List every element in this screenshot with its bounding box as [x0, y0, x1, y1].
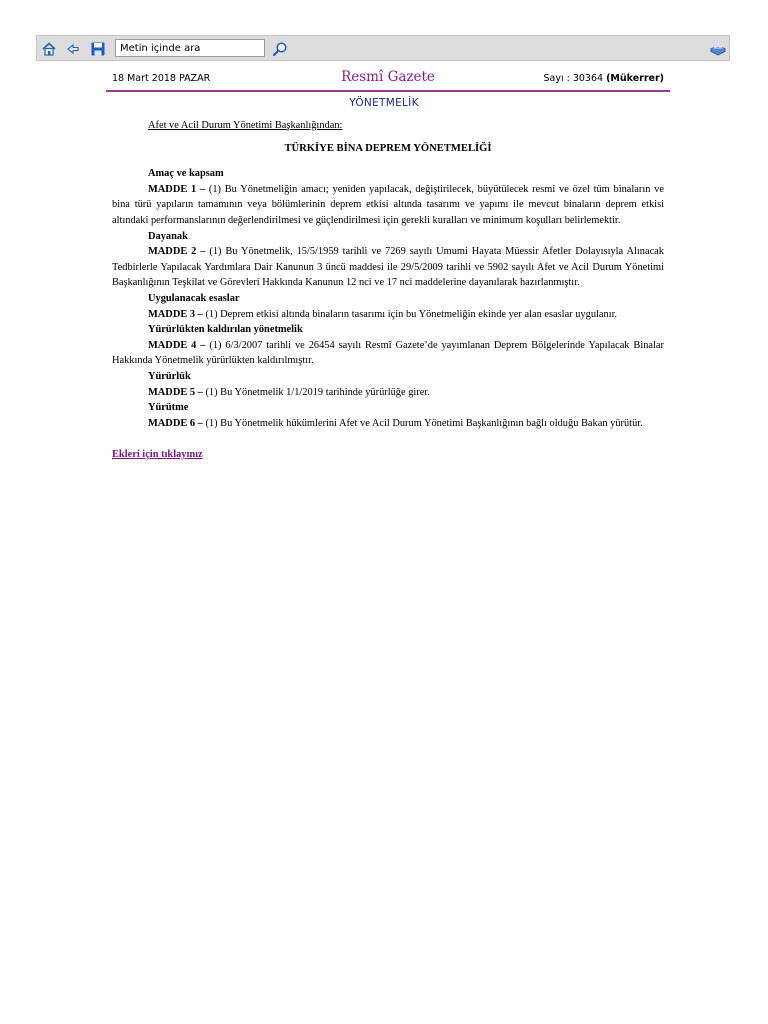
save-icon[interactable] [89, 40, 107, 58]
article-text: (1) Bu Yönetmelik 1/1/2019 tarihinde yürürlüğe girer. [202, 386, 430, 398]
back-arrow-icon[interactable] [64, 40, 82, 58]
print-icon[interactable] [709, 40, 727, 58]
article-heading: Yürütme [148, 402, 189, 414]
annexes-link[interactable]: Ekleri için tıklayınız [112, 449, 203, 461]
article-heading: Yürürlükten kaldırılan yönetmelik [148, 324, 303, 336]
issue-number [543, 73, 664, 84]
article-paragraph [112, 244, 664, 291]
toolbar [36, 35, 730, 61]
article-text: (1) Bu Yönetmelik hükümlerini Afet ve Acil Durum Yönetimi Başkanlığının bağlı olduğu Bakan yürütür. [202, 417, 643, 429]
article-paragraph [112, 416, 664, 432]
issue-type: (Mükerrer) [606, 73, 664, 84]
magnifier-icon[interactable] [271, 40, 289, 58]
regulation-title: TÜRKİYE BİNA DEPREM YÖNETMELİĞİ [284, 142, 492, 154]
article-heading: Yürürlük [148, 370, 191, 382]
article-label: MADDE 1 – [148, 183, 206, 195]
article-heading: Amaç ve kapsam [148, 168, 224, 180]
section-title: YÖNETMELİK [349, 97, 419, 109]
search-input[interactable] [115, 39, 265, 57]
article-label: MADDE 5 – [148, 386, 203, 398]
article-paragraph [112, 385, 664, 401]
article-paragraph [112, 182, 664, 229]
article-text: (1) 6/3/2007 tarihli ve 26454 sayılı Resmî Gazete’de yayımlanan Deprem Bölgelerinde Yapılacak Binalar Hakkında Yönetmelik yürürlükten kaldırılmıştır. [112, 339, 664, 367]
gazette-header [106, 66, 670, 92]
article-label: MADDE 4 – [148, 339, 206, 351]
document-body [112, 118, 664, 463]
article-label: MADDE 3 – [148, 308, 203, 320]
article-text: (1) Bu Yönetmeliğin amacı; yeniden yapılacak, değiştirilecek, büyütülecek resmi ve özel tüm binaların ve bina türü yapıların tamamının veya bölümlerinin deprem etkisi altında tasarımı ve yapımı ile mevcut binaların deprem etkisi altındaki performanslarının değerlendirilmesi ve güçlendirilmesi için gerekli kuralları ve minimum koşulları belirlemektir. [112, 183, 664, 226]
article-text: (1) Deprem etkisi altında binaların tasarımı için bu Yönetmeliğin ekinde yer alan esaslar uygulanır. [202, 308, 618, 320]
home-icon[interactable] [40, 40, 58, 58]
article-label: MADDE 2 – [148, 246, 206, 258]
issue-number-label: Sayı : 30364 [543, 73, 604, 84]
article-heading: Dayanak [148, 230, 188, 242]
article-paragraph [112, 307, 664, 323]
article-heading: Uygulanacak esaslar [148, 292, 240, 304]
gazette-title: Resmî Gazete [341, 69, 435, 85]
issuing-authority: Afet ve Acil Durum Yönetimi Başkanlığından: [148, 120, 343, 131]
issue-date: 18 Mart 2018 PAZAR [112, 73, 211, 84]
article-paragraph [112, 338, 664, 369]
article-text: (1) Bu Yönetmelik, 15/5/1959 tarihli ve 7269 sayılı Umumi Hayata Müessir Afetler Dolayısıyla Alınacak Tedbirlerle Yapılacak Yardımlara Dair Kanunun 3 üncü maddesi ile 29/5/2009 tarihli ve 5902 sayılı Afet ve Acil Durum Yönetimi Başkanlığının Teşkilat ve Görevleri Hakkında Kanunun 12 nci ve 17 nci maddelerine dayanılarak hazırlanmıştır. [112, 246, 664, 289]
article-label: MADDE 6 – [148, 417, 203, 429]
